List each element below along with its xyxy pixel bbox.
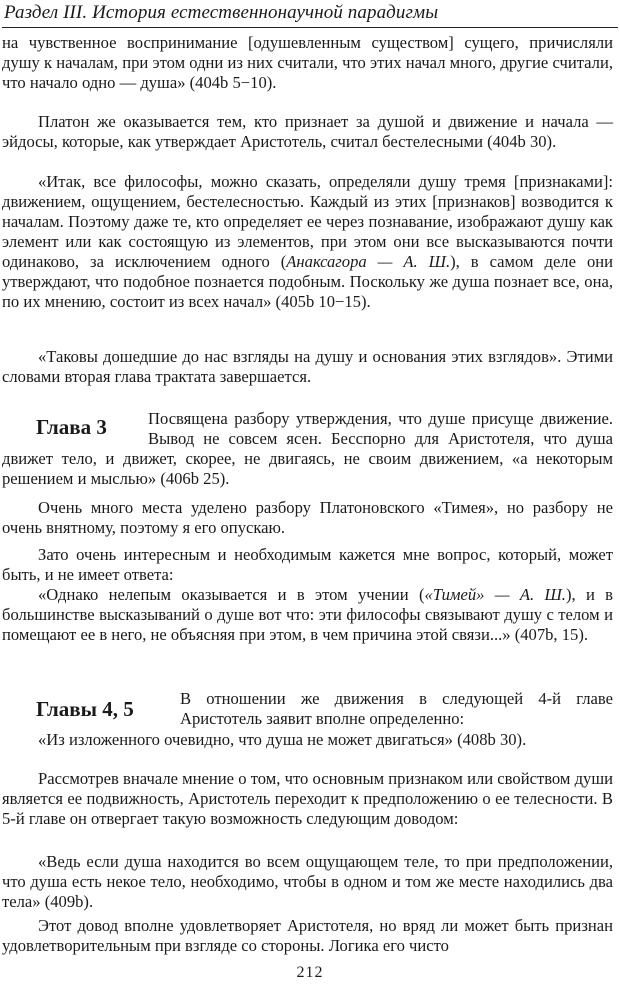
page-number: 212	[296, 964, 324, 981]
chapter-3-heading: Глава 3	[36, 415, 107, 439]
paragraph-5-text: Посвящена разбору утверждения, что душе присуще движение. Вывод не совсем ясен. Бесспорно для Аристотеля, что душа движет тело, и движет, скорее, не двигаясь, не своим движением, «а некоторым решением и мыслью» (406b 25).	[2, 409, 613, 488]
paragraph-3-text-a: «Итак, все философы, можно сказать, определяли душу тремя [признаками]: движением, ощущением, бестелесностью. Каждый из этих [признаков] возводится к началам. Поэтому даже те, кто определяет ее через познавание, изображают душу как элемент или как состоящую из элементов, при этом они все высказываются почти одинаково, за исключением одного (	[2, 172, 613, 271]
paragraph-8-italic: «Тимей» — А. Ш.	[424, 585, 566, 604]
paragraph-1: на чувственное воспринимание [одушевленным существом] сущего, причисляли душу к началам, при этом одни из них считали, что этих начал много, другие считали, что начало одно — душа» (404b 5−10).	[2, 33, 613, 92]
paragraph-2: Платон же оказывается тем, кто признает за душой и движение и начала — эйдосы, которые, как утверждает Аристотель, считал бестелесными (404b 30).	[2, 112, 613, 151]
paragraph-7: Зато очень интересным и необходимым кажется мне вопрос, который, может быть, и не имеет ответа:	[2, 545, 613, 584]
paragraph-12: «Ведь если душа находится во всем ощущающем теле, то при предположении, что душа есть некое тело, необходимо, чтобы в одном и том же месте находились два тела» (409b).	[2, 852, 613, 911]
chapters-4-5-heading: Главы 4, 5	[36, 697, 134, 721]
paragraph-3-text-b: ), в самом деле они утверждают, что подобное познается подобным. Поскольку же душа познает все, она, по их мнению, состоит из всех начал» (405b 10−15).	[2, 252, 613, 311]
paragraph-3	[2, 172, 613, 312]
paragraph-4: «Таковы дошедшие до нас взгляды на душу и основания этих взглядов». Этими словами вторая глава трактата завершается.	[2, 347, 613, 386]
paragraph-8	[2, 585, 613, 645]
paragraph-11: Рассмотрев вначале мнение о том, что основным признаком или свойством души является ее подвижность, Аристотель переходит к предположению о ее телесности. В 5-й главе он отвергает такую возможность следующим доводом:	[2, 769, 613, 828]
paragraph-10: «Из изложенного очевидно, что душа не может двигаться» (408b 30).	[38, 730, 527, 749]
paragraph-8-text-a: «Однако нелепым оказывается и в этом учении (	[38, 585, 425, 604]
paragraph-8-text-b: ), и в большинстве высказываний о душе вот что: эти философы связывают душу с телом и помещают ее в него, не объясняя при этом, в чем причина этой связи...» (407b, 15).	[2, 585, 613, 644]
paragraph-9: В отношении же движения в следующей 4-й главе Аристотель заявит вполне определенно:	[180, 689, 613, 728]
paragraph-5	[2, 409, 613, 489]
running-head: Раздел III. История естественнонаучной парадигмы	[4, 2, 439, 23]
paragraph-13: Этот довод вполне удовлетворяет Аристотеля, но вряд ли может быть признан удовлетворительным при взгляде со стороны. Логика его чисто	[2, 916, 613, 955]
paragraph-6: Очень много места уделено разбору Платоновского «Тимея», но разбору не очень внятному, поэтому я его опускаю.	[2, 498, 613, 537]
header-rule	[2, 27, 618, 28]
paragraph-3-italic: Анаксагора — А. Ш.	[286, 252, 451, 271]
